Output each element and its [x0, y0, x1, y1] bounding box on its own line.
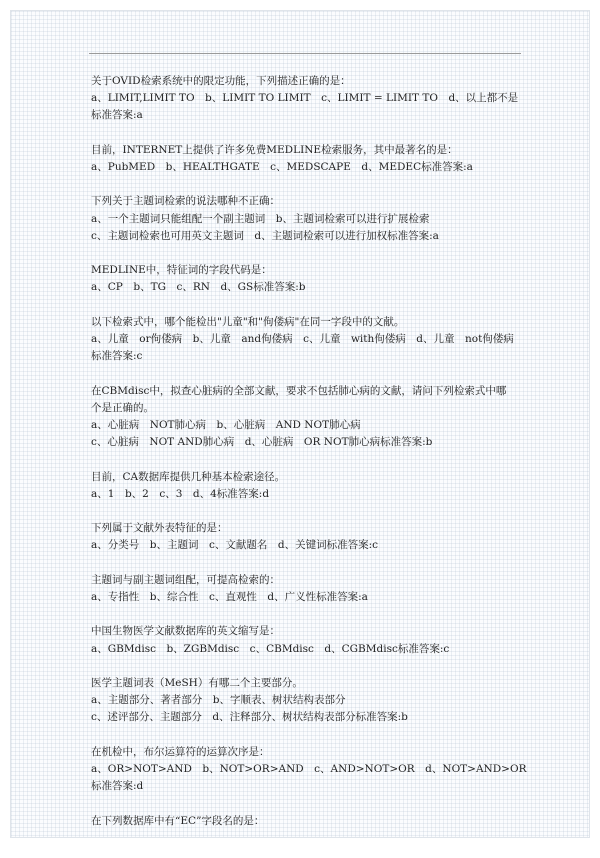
question-stem: 在下列数据库中有“EC”字段名的是： [91, 814, 265, 827]
question-block [91, 469, 523, 503]
question-stem: 下列关于主题词检索的说法哪种不正确： [91, 195, 280, 208]
question-block [91, 520, 523, 554]
question-options: a、儿童 or佝偻病 b、儿童 and佝偻病 c、儿童 with佝偻病 d、儿童 not佝偻病 [91, 332, 514, 345]
document-page [10, 10, 590, 838]
question-stem: 主题词与副主题词组配，可提高检索的： [91, 573, 280, 586]
question-options: a、CP b、TG c、RN d、GS标准答案:b [91, 281, 306, 294]
question-stem: 目前，CA数据库提供几种基本检索途径。 [91, 470, 286, 483]
question-block [91, 73, 523, 125]
question-options: a、OR>NOT>AND b、NOT>OR>AND c、AND>NOT>OR d、NOT>AND>OR [91, 762, 527, 775]
question-options: c、主题词检索也可用英文主题词 d、主题词检索可以进行加权标准答案:a [91, 229, 439, 242]
question-stem: 医学主题词表（MeSH）有哪二个主要部分。 [91, 676, 303, 689]
question-options: a、GBMdisc b、ZGBMdisc c、CBMdisc d、CGBMdisc标准答案:c [91, 642, 450, 655]
question-stem: 在CBMdisc中，拟查心脏病的全部文献，要求不包括肺心病的文献，请问下列检索式中哪 [91, 384, 507, 397]
question-block [91, 262, 523, 296]
question-block [91, 744, 527, 796]
question-options: a、LIMIT,LIMIT TO b、LIMIT TO LIMIT c、LIMIT = LIMIT TO d、以上都不是 [91, 92, 519, 105]
question-stem: 下列属于文献外表特征的是： [91, 522, 228, 535]
question-block [91, 193, 523, 245]
header-rule [89, 53, 521, 54]
question-options: a、主题部分、著者部分 b、字顺表、树状结构表部分 [91, 694, 346, 707]
question-stem: 在机检中，布尔运算符的运算次序是： [91, 745, 270, 758]
question-stem: 关于OVID检索系统中的限定功能，下列描述正确的是： [91, 75, 351, 87]
question-block [91, 314, 523, 366]
question-options: 标准答案:d [91, 780, 144, 793]
question-stem: MEDLINE中，特征词的字段代码是： [91, 264, 272, 277]
question-stem: 以下检索式中，哪个能检出"儿童"和"佝偻病"在同一字段中的文献。 [91, 315, 405, 328]
question-block [91, 813, 523, 830]
question-options: a、专指性 b、综合性 c、直观性 d、广义性标准答案:a [91, 590, 368, 603]
question-stem: 中国生物医学文献数据库的英文缩写是： [91, 625, 280, 638]
question-stem: 目前，INTERNET上提供了许多免费MEDLINE检索服务，其中最著名的是： [91, 143, 458, 156]
question-options: 标准答案:a [91, 109, 143, 122]
question-options: a、1 b、2 c、3 d、4标准答案:d [91, 487, 270, 500]
question-block [91, 572, 523, 606]
question-options: a、一个主题词只能组配一个副主题词 b、主题词检索可以进行扩展检索 [91, 212, 430, 225]
question-options: a、分类号 b、主题词 c、文献题名 d、关键词标准答案:c [91, 539, 379, 552]
question-options: c、述评部分、主题部分 d、注释部分、树状结构表部分标准答案:b [91, 711, 408, 724]
question-options: a、心脏病 NOT肺心病 b、心脏病 AND NOT肺心病 [91, 418, 361, 431]
question-block [91, 675, 523, 727]
question-block [91, 383, 523, 452]
question-options: 标准答案:c [91, 350, 143, 363]
question-list [91, 73, 527, 847]
question-stem: 个是正确的。 [91, 401, 154, 414]
question-options: c、心脏病 NOT AND肺心病 d、心脏病 OR NOT肺心病标准答案:b [91, 436, 433, 449]
question-block [91, 623, 523, 657]
question-options: a、PubMED b、HEALTHGATE c、MEDSCAPE d、MEDEC标准答案:a [91, 161, 473, 173]
question-block [91, 142, 523, 176]
